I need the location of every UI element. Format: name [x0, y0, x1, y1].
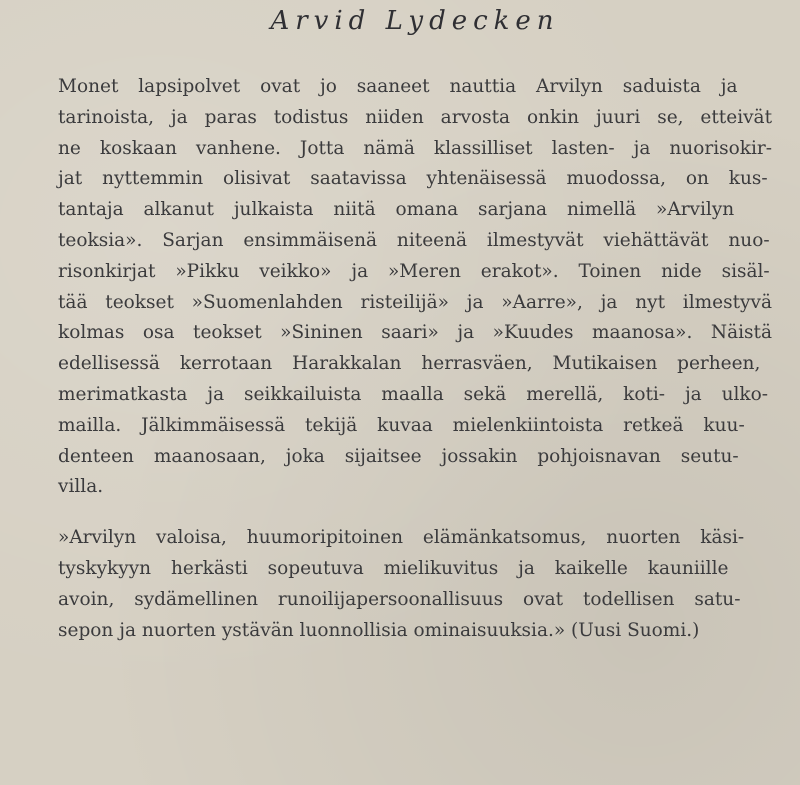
quote-line: tyskykyyn herkästi sopeutuva mielikuvitus ja kaikelle kauniille — [58, 557, 729, 579]
paragraph-line: denteen maanosaan, joka sijaitsee jossakin pohjoisnavan seutu- — [58, 445, 739, 467]
paragraph-line: Monet lapsipolvet ovat jo saaneet nauttia Arvilyn saduista ja — [58, 76, 738, 97]
quote-line: avoin, sydämellinen runoilijapersoonallisuus ovat todellisen satu- — [58, 588, 741, 610]
paragraph-line: risonkirjat »Pikku veikko» ja »Meren erakot». Toinen nide sisäl- — [58, 260, 770, 282]
paragraph-line: merimatkasta ja seikkailuista maalla sekä merellä, koti- ja ulko- — [58, 383, 769, 405]
paragraph-line: jat nyttemmin olisivat saatavissa yhtenäisessä muodossa, on kus- — [58, 168, 768, 190]
paragraph-line: kolmas osa teokset »Sininen saari» ja »Kuudes maanosa». Näistä — [58, 322, 772, 344]
description-paragraph — [58, 72, 772, 503]
paragraph-line: ne koskaan vanhene. Jotta nämä klassilliset lasten- ja nuorisokir- — [58, 137, 772, 159]
paragraph-line: villa. — [58, 476, 104, 498]
paragraph-line: tää teokset »Suomenlahden risteilijä» ja »Aarre», ja nyt ilmestyvä — [58, 291, 772, 313]
paragraph-line: edellisessä kerrotaan Harakkalan herrasväen, Mutikaisen perheen, — [58, 353, 761, 375]
paragraph-line: tantaja alkanut julkaista niitä omana sarjana nimellä »Arvilyn — [58, 199, 735, 221]
quote-line: sepon ja nuorten ystävän luonnollisia ominaisuuksia.» (Uusi Suomi.) — [58, 619, 700, 641]
review-quote-paragraph — [58, 523, 772, 646]
paragraph-line: tarinoista, ja paras todistus niiden arvosta onkin juuri se, etteivät — [58, 106, 773, 128]
author-name: Arvid Lydecken — [270, 6, 560, 36]
paragraph-line: teoksia». Sarjan ensimmäisenä niteenä ilmestyvät viehättävät nuo- — [58, 229, 770, 251]
paragraph-line: mailla. Jälkimmäisessä tekijä kuvaa mielenkiintoista retkeä kuu- — [58, 414, 745, 436]
quote-line: »Arvilyn valoisa, huumoripitoinen elämänkatsomus, nuorten käsi- — [58, 527, 745, 549]
